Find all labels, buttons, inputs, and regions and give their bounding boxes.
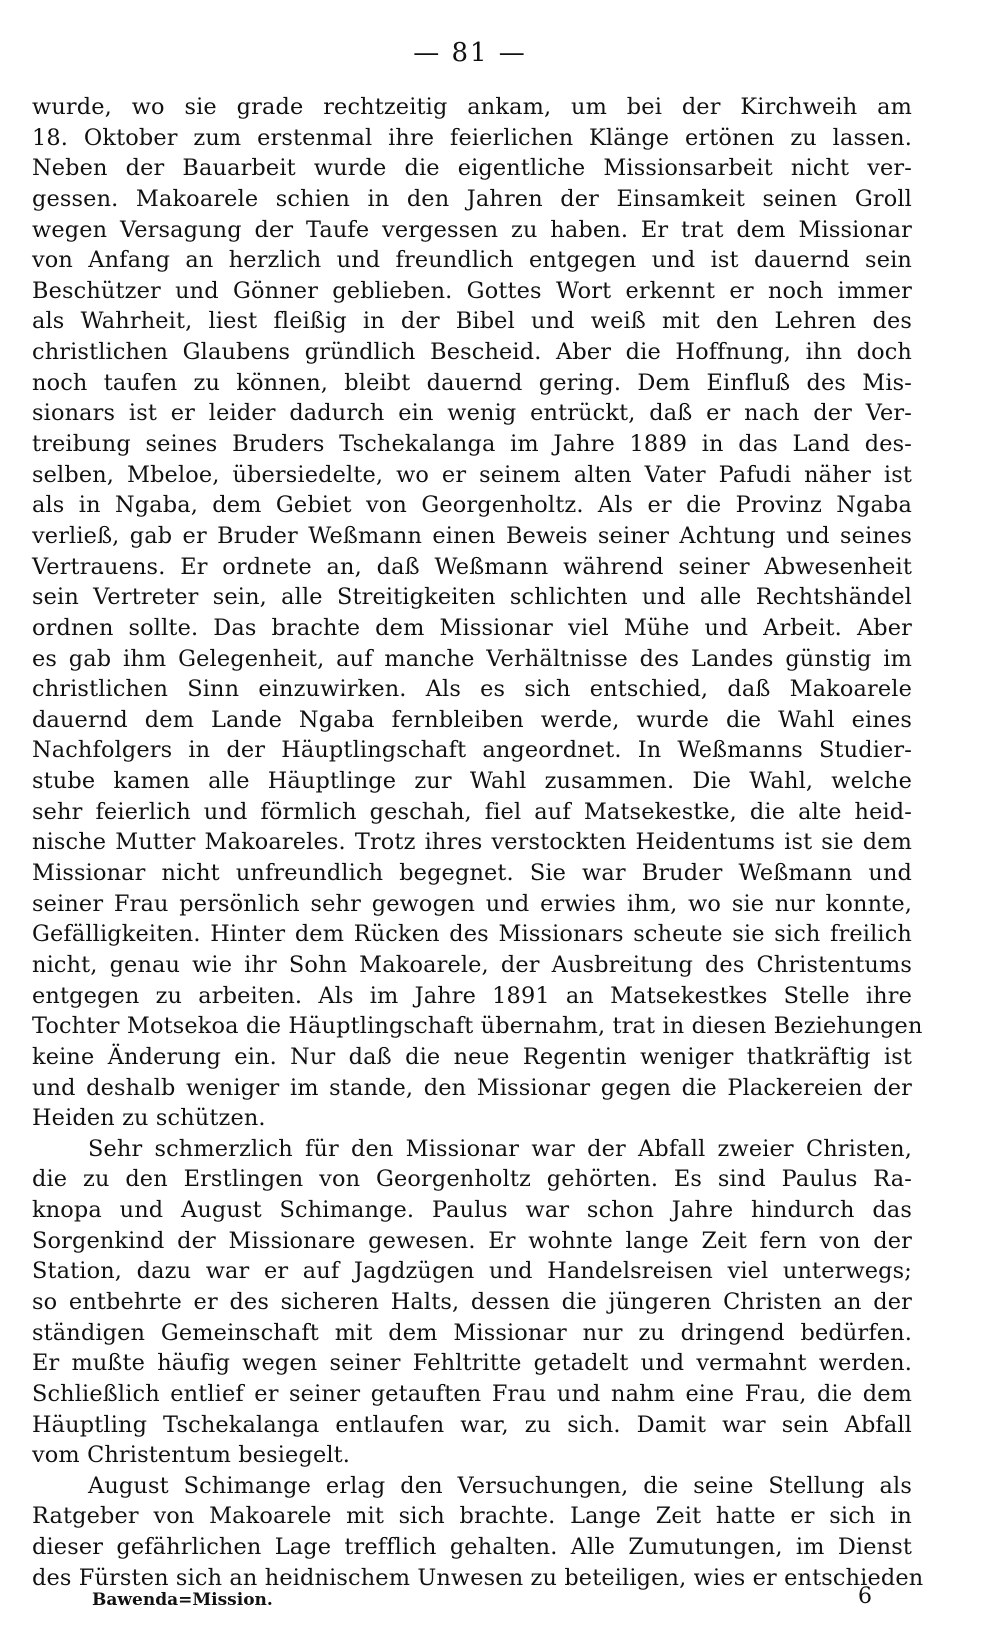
- text-line: sein Vertreter sein, alle Streitigkeiten schlichten und alle Rechtshändel: [32, 584, 912, 611]
- text-line: nicht, genau wie ihr Sohn Makoarele, der Ausbreitung des Christentums: [32, 951, 912, 978]
- text-line: Ratgeber von Makoarele mit sich brachte. Lange Zeit hatte er sich in: [32, 1503, 912, 1530]
- text-line: so entbehrte er des sicheren Halts, dessen die jüngeren Christen an der: [32, 1288, 912, 1315]
- text-line: Gefälligkeiten. Hinter dem Rücken des Missionars scheute sie sich freilich: [32, 921, 912, 948]
- text-line: dauernd dem Lande Ngaba fernbleiben werde, wurde die Wahl eines: [32, 706, 912, 733]
- text-line: als in Ngaba, dem Gebiet von Georgenholtz. Als er die Provinz Ngaba: [32, 492, 912, 519]
- text-line: christlichen Glaubens gründlich Bescheid. Aber die Hoffnung, ihn doch: [32, 339, 912, 366]
- text-line: keine Änderung ein. Nur daß die neue Regentin weniger thatkräftig ist: [32, 1043, 912, 1070]
- text-line: Tochter Motsekoa die Häuptlingschaft übernahm, trat in diesen Beziehungen: [32, 1013, 923, 1040]
- text-line: Missionar nicht unfreundlich begegnet. Sie war Bruder Weßmann und: [32, 860, 912, 887]
- text-line: nische Mutter Makoareles. Trotz ihres verstockten Heidentums ist sie dem: [32, 829, 912, 856]
- text-line: entgegen zu arbeiten. Als im Jahre 1891 an Matsekestkes Stelle ihre: [32, 982, 912, 1009]
- text-line: Neben der Bauarbeit wurde die eigentliche Missionsarbeit nicht ver-: [32, 155, 912, 182]
- page-footer: [32, 1584, 912, 1620]
- text-line: treibung seines Bruders Tschekalanga im Jahre 1889 in das Land des-: [32, 431, 912, 458]
- text-line: vom Christentum besiegelt.: [32, 1442, 351, 1469]
- text-line: sionars ist er leider dadurch ein wenig entrückt, daß er nach der Ver-: [32, 400, 912, 427]
- text-line: verließ, gab er Bruder Weßmann einen Beweis seiner Achtung und seines: [32, 522, 912, 549]
- text-line: Station, dazu war er auf Jagdzügen und Handelsreisen viel unterwegs;: [32, 1258, 912, 1285]
- text-line: Heiden zu schützen.: [32, 1105, 266, 1132]
- text-line: gessen. Makoarele schien in den Jahren der Einsamkeit seinen Groll: [32, 185, 912, 212]
- text-line: ständigen Gemeinschaft mit dem Missionar nur zu dringend bedürfen.: [32, 1319, 912, 1346]
- page-number: — 81 —: [413, 38, 527, 68]
- text-line: selben, Mbeloe, übersiedelte, wo er seinem alten Vater Pafudi näher ist: [32, 461, 912, 488]
- text-line: Schließlich entlief er seiner getauften Frau und nahm eine Frau, die dem: [32, 1380, 912, 1407]
- text-line: von Anfang an herzlich und freundlich entgegen und ist dauernd sein: [32, 247, 912, 274]
- body-text: [32, 92, 924, 1593]
- text-line: des Fürsten sich an heidnischem Unwesen zu beteiligen, wies er entschieden: [32, 1564, 924, 1591]
- text-line: knopa und August Schimange. Paulus war schon Jahre hindurch das: [32, 1197, 912, 1224]
- text-line: christlichen Sinn einzuwirken. Als es sich entschied, daß Makoarele: [32, 676, 912, 703]
- text-line: Beschützer und Gönner geblieben. Gottes Wort erkennt er noch immer: [32, 277, 912, 304]
- printer-signature: Bawenda=Mission.: [92, 1590, 273, 1610]
- text-line: sehr feierlich und förmlich geschah, fiel auf Matsekestke, die alte heid-: [32, 798, 912, 825]
- text-line: August Schimange erlag den Versuchungen, die seine Stellung als: [88, 1472, 912, 1499]
- text-line: die zu den Erstlingen von Georgenholtz gehörten. Es sind Paulus Ra-: [32, 1166, 912, 1193]
- text-line: und deshalb weniger im stande, den Missionar gegen die Plackereien der: [32, 1074, 912, 1101]
- text-line: Sorgenkind der Missionare gewesen. Er wohnte lange Zeit fern von der: [32, 1227, 912, 1254]
- text-line: wurde, wo sie grade rechtzeitig ankam, um bei der Kirchweih am: [32, 94, 912, 120]
- text-line: es gab ihm Gelegenheit, auf manche Verhältnisse des Landes günstig im: [32, 645, 912, 672]
- text-line: Er mußte häufig wegen seiner Fehltritte getadelt und vermahnt werden.: [32, 1350, 912, 1377]
- text-line: seiner Frau persönlich sehr gewogen und erwies ihm, wo sie nur konnte,: [32, 890, 912, 917]
- text-line: ordnen sollte. Das brachte dem Missionar viel Mühe und Arbeit. Aber: [32, 614, 912, 641]
- text-line: Häuptling Tschekalanga entlaufen war, zu sich. Damit war sein Abfall: [32, 1411, 912, 1438]
- text-line: wegen Versagung der Taufe vergessen zu haben. Er trat dem Missionar: [32, 216, 912, 243]
- text-line: dieser gefährlichen Lage trefflich gehalten. Alle Zumutungen, im Dienst: [32, 1534, 912, 1561]
- text-line: Vertrauens. Er ordnete an, daß Weßmann während seiner Abwesenheit: [32, 553, 912, 580]
- text-line: Nachfolgers in der Häuptlingschaft angeordnet. In Weßmanns Studier-: [32, 737, 912, 764]
- text-line: noch taufen zu können, bleibt dauernd gering. Dem Einfluß des Mis-: [32, 369, 912, 396]
- text-line: stube kamen alle Häuptlinge zur Wahl zusammen. Die Wahl, welche: [32, 768, 912, 795]
- sheet-number: 6: [858, 1584, 872, 1609]
- text-line: als Wahrheit, liest fleißig in der Bibel und weiß mit den Lehren des: [32, 308, 912, 335]
- text-line: Sehr schmerzlich für den Missionar war der Abfall zweier Christen,: [88, 1135, 912, 1162]
- text-line: 18. Oktober zum erstenmal ihre feierlichen Klänge ertönen zu lassen.: [32, 124, 912, 151]
